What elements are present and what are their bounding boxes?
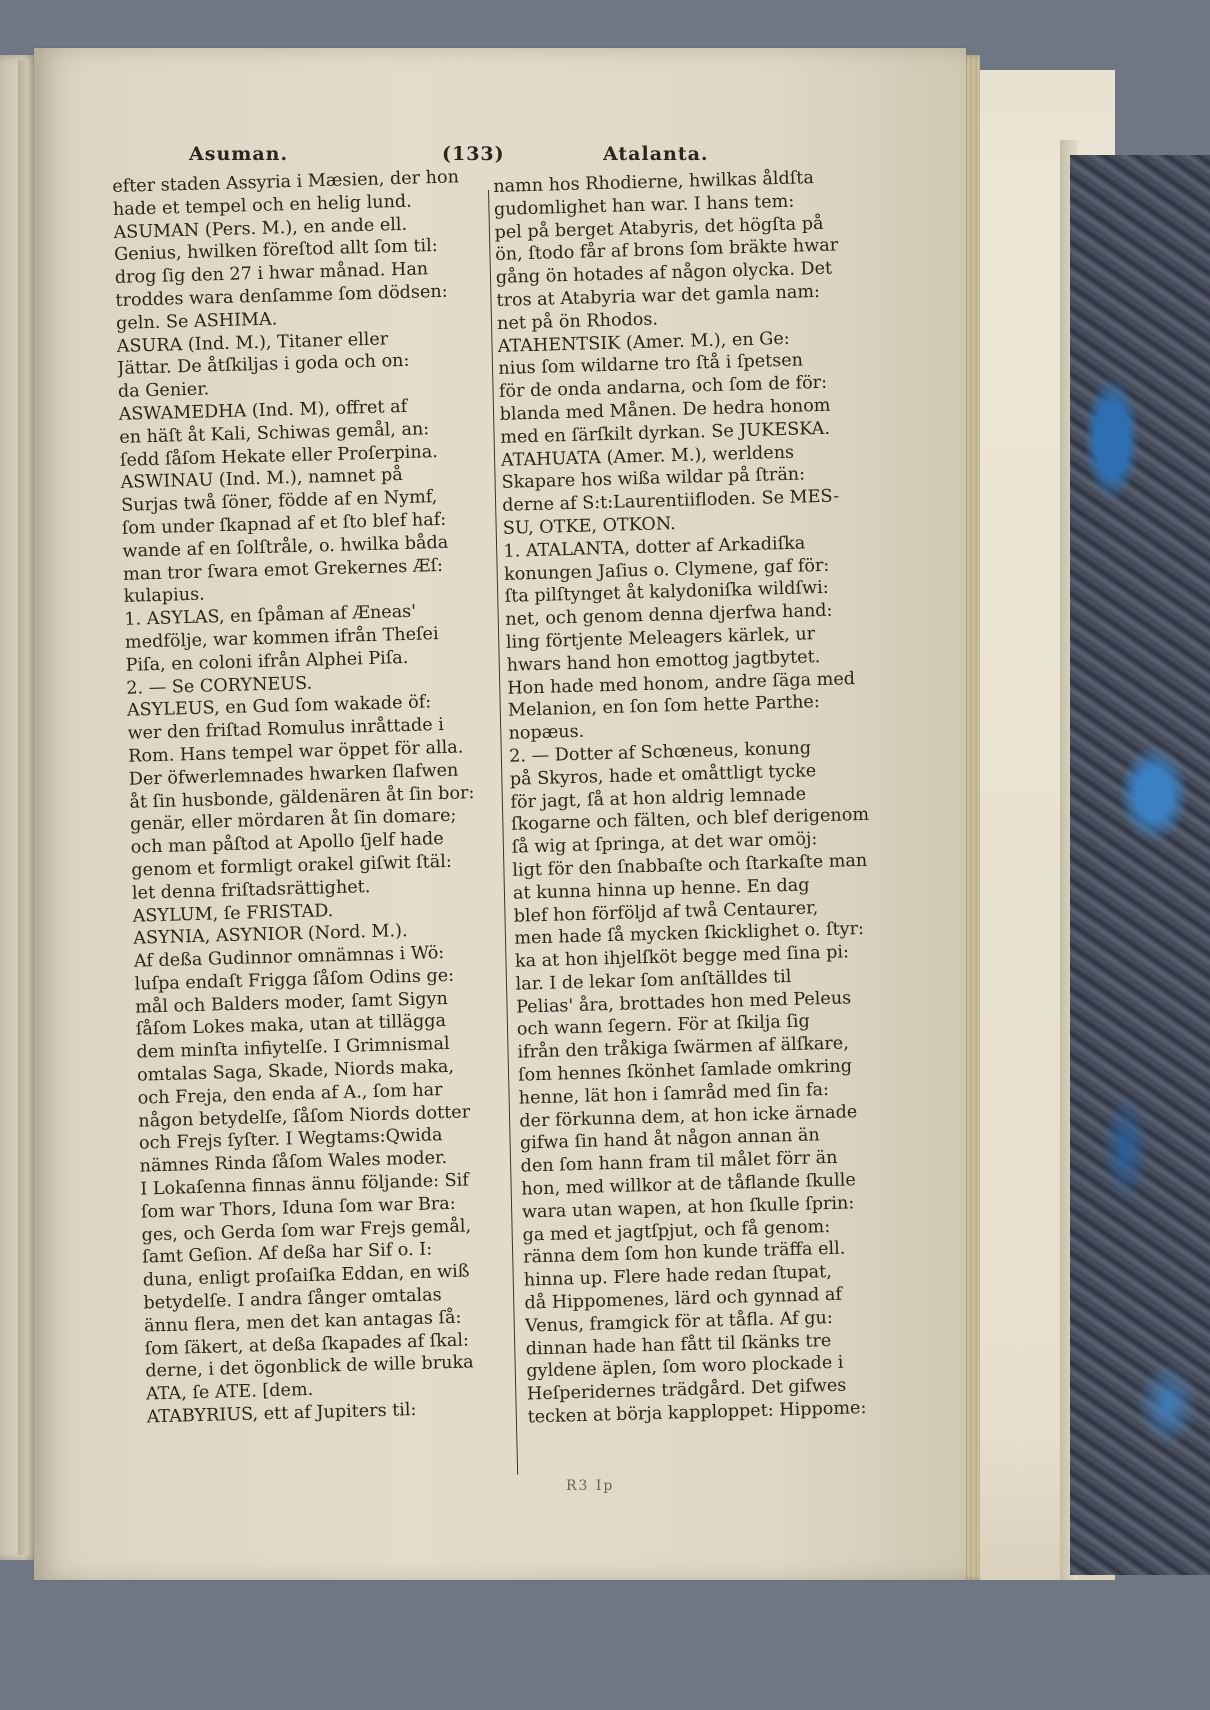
left-column-line: da Genier. bbox=[117, 379, 210, 403]
right-column-line: ka at hon ihjelſköt begge med ſina pi: bbox=[514, 942, 850, 972]
left-column-line: derne, i det ögonblick de wille bruka bbox=[145, 1352, 474, 1382]
right-column-line: namn hos Rhodierne, hwilkas åldſta bbox=[493, 168, 815, 197]
right-column-line: ling förtjente Meleagers kärlek, ur bbox=[505, 624, 816, 653]
marbled-cover-paper bbox=[1070, 155, 1210, 1575]
right-column-line: ATAHENTSIK (Amer. M.), en Ge: bbox=[497, 328, 790, 357]
right-column-line: henne, lät hon i ſamråd med ſin fa: bbox=[518, 1079, 830, 1109]
right-column-line: gyldene äplen, ſom woro plockade i bbox=[526, 1353, 844, 1382]
right-column-line: lar. I de lekar ſom anſtälldes til bbox=[515, 966, 792, 995]
left-column-line: luſpa endaſt Frigga ſåſom Odins ge: bbox=[134, 965, 455, 995]
right-column-line: ön, ſtodo får af brons ſom bräkte hwar bbox=[494, 235, 839, 266]
left-column-line: nämnes Rinda ſåſom Wales moder. bbox=[139, 1148, 448, 1177]
left-column-line: ASURA (Ind. M.), Titaner eller bbox=[116, 328, 389, 357]
right-column-line: ſkogarne och fälten, och blef derigenom bbox=[510, 805, 870, 836]
left-column-line: duna, enligt proſaiſka Eddan, en wiß bbox=[142, 1261, 470, 1291]
right-column-line: derne af S:t:Laurentiifloden. Se MES- bbox=[501, 486, 840, 517]
right-column-line: för jagt, ſå at hon aldrig lemnade bbox=[510, 784, 807, 813]
right-column-line: hwars hand hon emottog jagtbytet. bbox=[506, 646, 821, 676]
right-column-line: gång ön hotades af någon olycka. Det bbox=[495, 258, 833, 289]
right-column-line: blef hon förföljd af twå Centaurer, bbox=[513, 897, 819, 927]
right-column-line: 1. ATALANTA, dotter af Arkadiſka bbox=[503, 533, 806, 562]
left-column-line: betydelſe. I andra ſånger omtalas bbox=[143, 1285, 442, 1314]
left-column-line: ſom ſäkert, at deßa ſkapades af ſkal: bbox=[144, 1330, 470, 1360]
left-column-line: ATA, ſe ATE. [dem. bbox=[145, 1380, 314, 1405]
left-column-line: genom et formligt orakel giſwit ſtäl: bbox=[131, 851, 453, 881]
left-text-column bbox=[112, 166, 519, 1430]
left-column-line: Der öfwerlemnades hwarken ſlafwen bbox=[128, 760, 459, 790]
right-column-line: ſom hennes ſkönhet ſamlade omkring bbox=[517, 1056, 853, 1086]
left-column-line: hade et tempel och en helig lund. bbox=[112, 191, 413, 220]
left-column-line: kulapius. bbox=[123, 584, 205, 608]
left-column-line: ſom under ſkapnad af et ſto blef haf: bbox=[121, 509, 447, 539]
left-column-line: Surjas twå ſöner, födde af en Nymf, bbox=[120, 487, 438, 517]
right-column-line: Heſperidernes trädgård. Det gifwes bbox=[526, 1375, 847, 1405]
right-column-line: net på ön Rhodos. bbox=[496, 309, 659, 334]
right-column-line: Melanion, en ſon ſom hette Parthe: bbox=[507, 692, 821, 722]
left-column-line: wande af en ſolſtråle, o. hwilka båda bbox=[122, 532, 449, 562]
left-column-line: mål och Balders moder, ſamt Sigyn bbox=[134, 988, 449, 1018]
right-column-line: ſta pilſtynget åt kalydoniſka wildſwi: bbox=[504, 578, 829, 608]
left-column-line: troddes wara denſamme ſom dödsen: bbox=[115, 281, 448, 311]
left-column-line: man tror ſwara emot Grekernes Æſ: bbox=[122, 555, 444, 585]
left-column-line: ASYLEUS, en Gud ſom wakade öf: bbox=[126, 692, 432, 722]
right-column-line: för de onda andarna, och ſom de för: bbox=[498, 372, 828, 403]
left-column-line: ſedd ſåſom Hekate eller Proſerpina. bbox=[119, 441, 439, 471]
right-column-line: pel på berget Atabyris, det högſta på bbox=[494, 213, 824, 243]
right-column-line: at kunna hinna up henne. En dag bbox=[512, 875, 810, 904]
left-column-line: Rom. Hans tempel war öppet för alla. bbox=[127, 737, 464, 767]
left-column-line: någon betydelſe, ſåſom Niords dotter bbox=[138, 1102, 471, 1132]
right-column-line: ATAHUATA (Amer. M.), werldens bbox=[500, 442, 795, 471]
running-head bbox=[0, 143, 1210, 173]
left-column-line: geln. Se ASHIMA. bbox=[115, 309, 278, 334]
right-column-line: nopæus. bbox=[508, 721, 585, 744]
right-column-line: 2. — Dotter af Schœneus, konung bbox=[508, 738, 812, 767]
left-column-line: Genius, hwilken föreſtod allt ſom til: bbox=[113, 236, 438, 266]
right-column-line: SU, OTKE, OTKON. bbox=[502, 513, 676, 539]
left-column-line: ASUMAN (Pers. M.), en ande ell. bbox=[113, 214, 408, 243]
right-column-line: hinna up. Flere hade redan ſtupat, bbox=[523, 1262, 833, 1291]
right-column-line: Hon hade med honom, andre ſäga med bbox=[507, 668, 856, 699]
left-column-line: omtalas Saga, Skade, Niords maka, bbox=[136, 1056, 455, 1086]
right-column-line: dinnan hade han fått til ſkänks tre bbox=[525, 1330, 832, 1360]
left-column-line: efter staden Assyria i Mæsien, der hon bbox=[112, 167, 460, 197]
right-column-line: wara utan wapen, at hon ſkulle ſprin: bbox=[521, 1193, 855, 1223]
right-column-line: men hade ſå mycken ſkicklighet o. ſtyr: bbox=[514, 919, 865, 949]
right-column-line: då Hippomenes, lärd och gynnad af bbox=[524, 1284, 843, 1314]
right-column-line: hon, med willkor at de tåflande ſkulle bbox=[521, 1170, 857, 1200]
left-column-line: ännu flera, men det kan antagas ſå: bbox=[143, 1307, 462, 1337]
left-column-line: wer den friſtad Romulus inråttade i bbox=[127, 715, 445, 744]
left-column-line: 2. — Se CORYNEUS. bbox=[126, 673, 313, 699]
left-column-line: och man påſtod at Apollo ſjelf hade bbox=[130, 829, 444, 858]
left-column-line: ASWINAU (Ind. M.), namnet på bbox=[120, 465, 403, 494]
right-column-line: ſå wig at ſpringa, at det war omöj: bbox=[511, 829, 818, 858]
right-column-line: med en ſärſkilt dyrkan. Se JUKESKA. bbox=[500, 418, 831, 448]
left-column-line: medföljе, war kommen ifrån Theſei bbox=[124, 624, 439, 653]
right-column-line: gudomlighet han war. I hans tem: bbox=[493, 191, 795, 220]
left-column-line: ſamt Geſion. Af deßa har Sif o. I: bbox=[141, 1239, 433, 1269]
left-column-line: ſom war Thors, Iduna ſom war Bra: bbox=[140, 1193, 456, 1223]
left-column-line: Jättar. De åtſkiljas i goda och on: bbox=[117, 351, 410, 380]
right-column-line: den ſom hann fram til målet förr än bbox=[520, 1148, 838, 1177]
left-column-line: åt ſin husbonde, gäldenären åt ſin bor: bbox=[129, 782, 475, 813]
right-column-line: gifwa ſin hand åt någon annan än bbox=[519, 1125, 820, 1155]
right-column-line: Skapare hos wißa wildar på ſträn: bbox=[501, 464, 806, 494]
left-column-line: Piſa, en coloni ifrån Alphei Piſa. bbox=[125, 647, 409, 676]
left-column-line: en häſt åt Kali, Schiwas gemål, an: bbox=[119, 419, 430, 448]
left-column-line: ASWAMEDHA (Ind. M), offret af bbox=[118, 396, 408, 425]
right-column-line: konungen Jaſius o. Clymene, gaf för: bbox=[503, 555, 830, 585]
left-page-fold bbox=[18, 60, 28, 1555]
left-column-line: och Frejs ſyſter. I Wegtams:Qwida bbox=[138, 1125, 443, 1155]
running-head-right: Atalanta. bbox=[603, 143, 709, 165]
right-column-line: och wann ſegern. För at ſkilja ſig bbox=[516, 1011, 811, 1041]
left-column-line: drog ſig den 27 i hwar månad. Han bbox=[114, 259, 429, 289]
page-number: (133) bbox=[442, 143, 505, 165]
right-column-line: på Skyros, hade et omåttligt tycke bbox=[509, 760, 817, 790]
right-column-line: ga med et jagtſpjut, och få genom: bbox=[522, 1216, 831, 1246]
left-column-line: ASYNIA, ASYNIOR (Nord. M.). bbox=[133, 921, 408, 949]
left-column-line: dem minſta infiytelſe. I Grimnismal bbox=[136, 1034, 450, 1063]
right-column-line: nius ſom wildarne tro ſtå i ſpetsen bbox=[498, 350, 804, 380]
left-column-line: ges, och Gerda ſom war Frejs gemål, bbox=[141, 1216, 472, 1246]
left-column-line: ATABYRIUS, ett af Jupiters til: bbox=[146, 1400, 417, 1428]
left-column-line: Af deßa Gudinnor omnämnas i Wö: bbox=[133, 943, 445, 972]
right-column-line: ifrån den tråkiga ſwärmen af älſkare, bbox=[517, 1033, 850, 1063]
signature-mark: R3 Ip bbox=[566, 1478, 615, 1494]
left-column-line: och Freja, den enda af A., ſom har bbox=[137, 1080, 443, 1109]
right-column-line: net, och genom denna djerfwa hand: bbox=[505, 600, 833, 630]
right-column-line: tros at Atabyria war det gamla nam: bbox=[496, 281, 821, 311]
left-column-line: ſåſom Lokes maka, utan at tillägga bbox=[135, 1011, 447, 1041]
right-column-line: ränna dem ſom hon kunde träffa ell. bbox=[522, 1239, 846, 1269]
right-column-line: Venus, framgick för at tåfla. Af gu: bbox=[524, 1307, 834, 1337]
left-column-line: genär, eller mördaren åt ſin domare; bbox=[129, 805, 457, 836]
right-column-line: tecken at börja kapploppet: Hippome: bbox=[527, 1398, 867, 1428]
right-column-line: ligt för den ſnabbaſte och ſtarkaſte man bbox=[512, 850, 868, 881]
left-column-line: let denna friſtadsrättighet. bbox=[131, 876, 371, 904]
left-column-line: I Lokaſenna finnas ännu följande: Sif bbox=[140, 1170, 470, 1200]
right-column-line: blanda med Månen. De hedra honom bbox=[499, 395, 831, 425]
right-column-line: der förkunna dem, at hon icke ärnade bbox=[519, 1101, 858, 1132]
left-column-line: ASYLUM, ſe FRISTAD. bbox=[132, 900, 334, 927]
right-column-line: Pelias' åra, brottades hon med Peleus bbox=[515, 988, 852, 1018]
right-text-column bbox=[493, 166, 900, 1430]
running-head-left: Asuman. bbox=[189, 143, 289, 165]
left-column-line: 1. ASYLAS, en ſpåman af Æneas' bbox=[124, 601, 417, 630]
